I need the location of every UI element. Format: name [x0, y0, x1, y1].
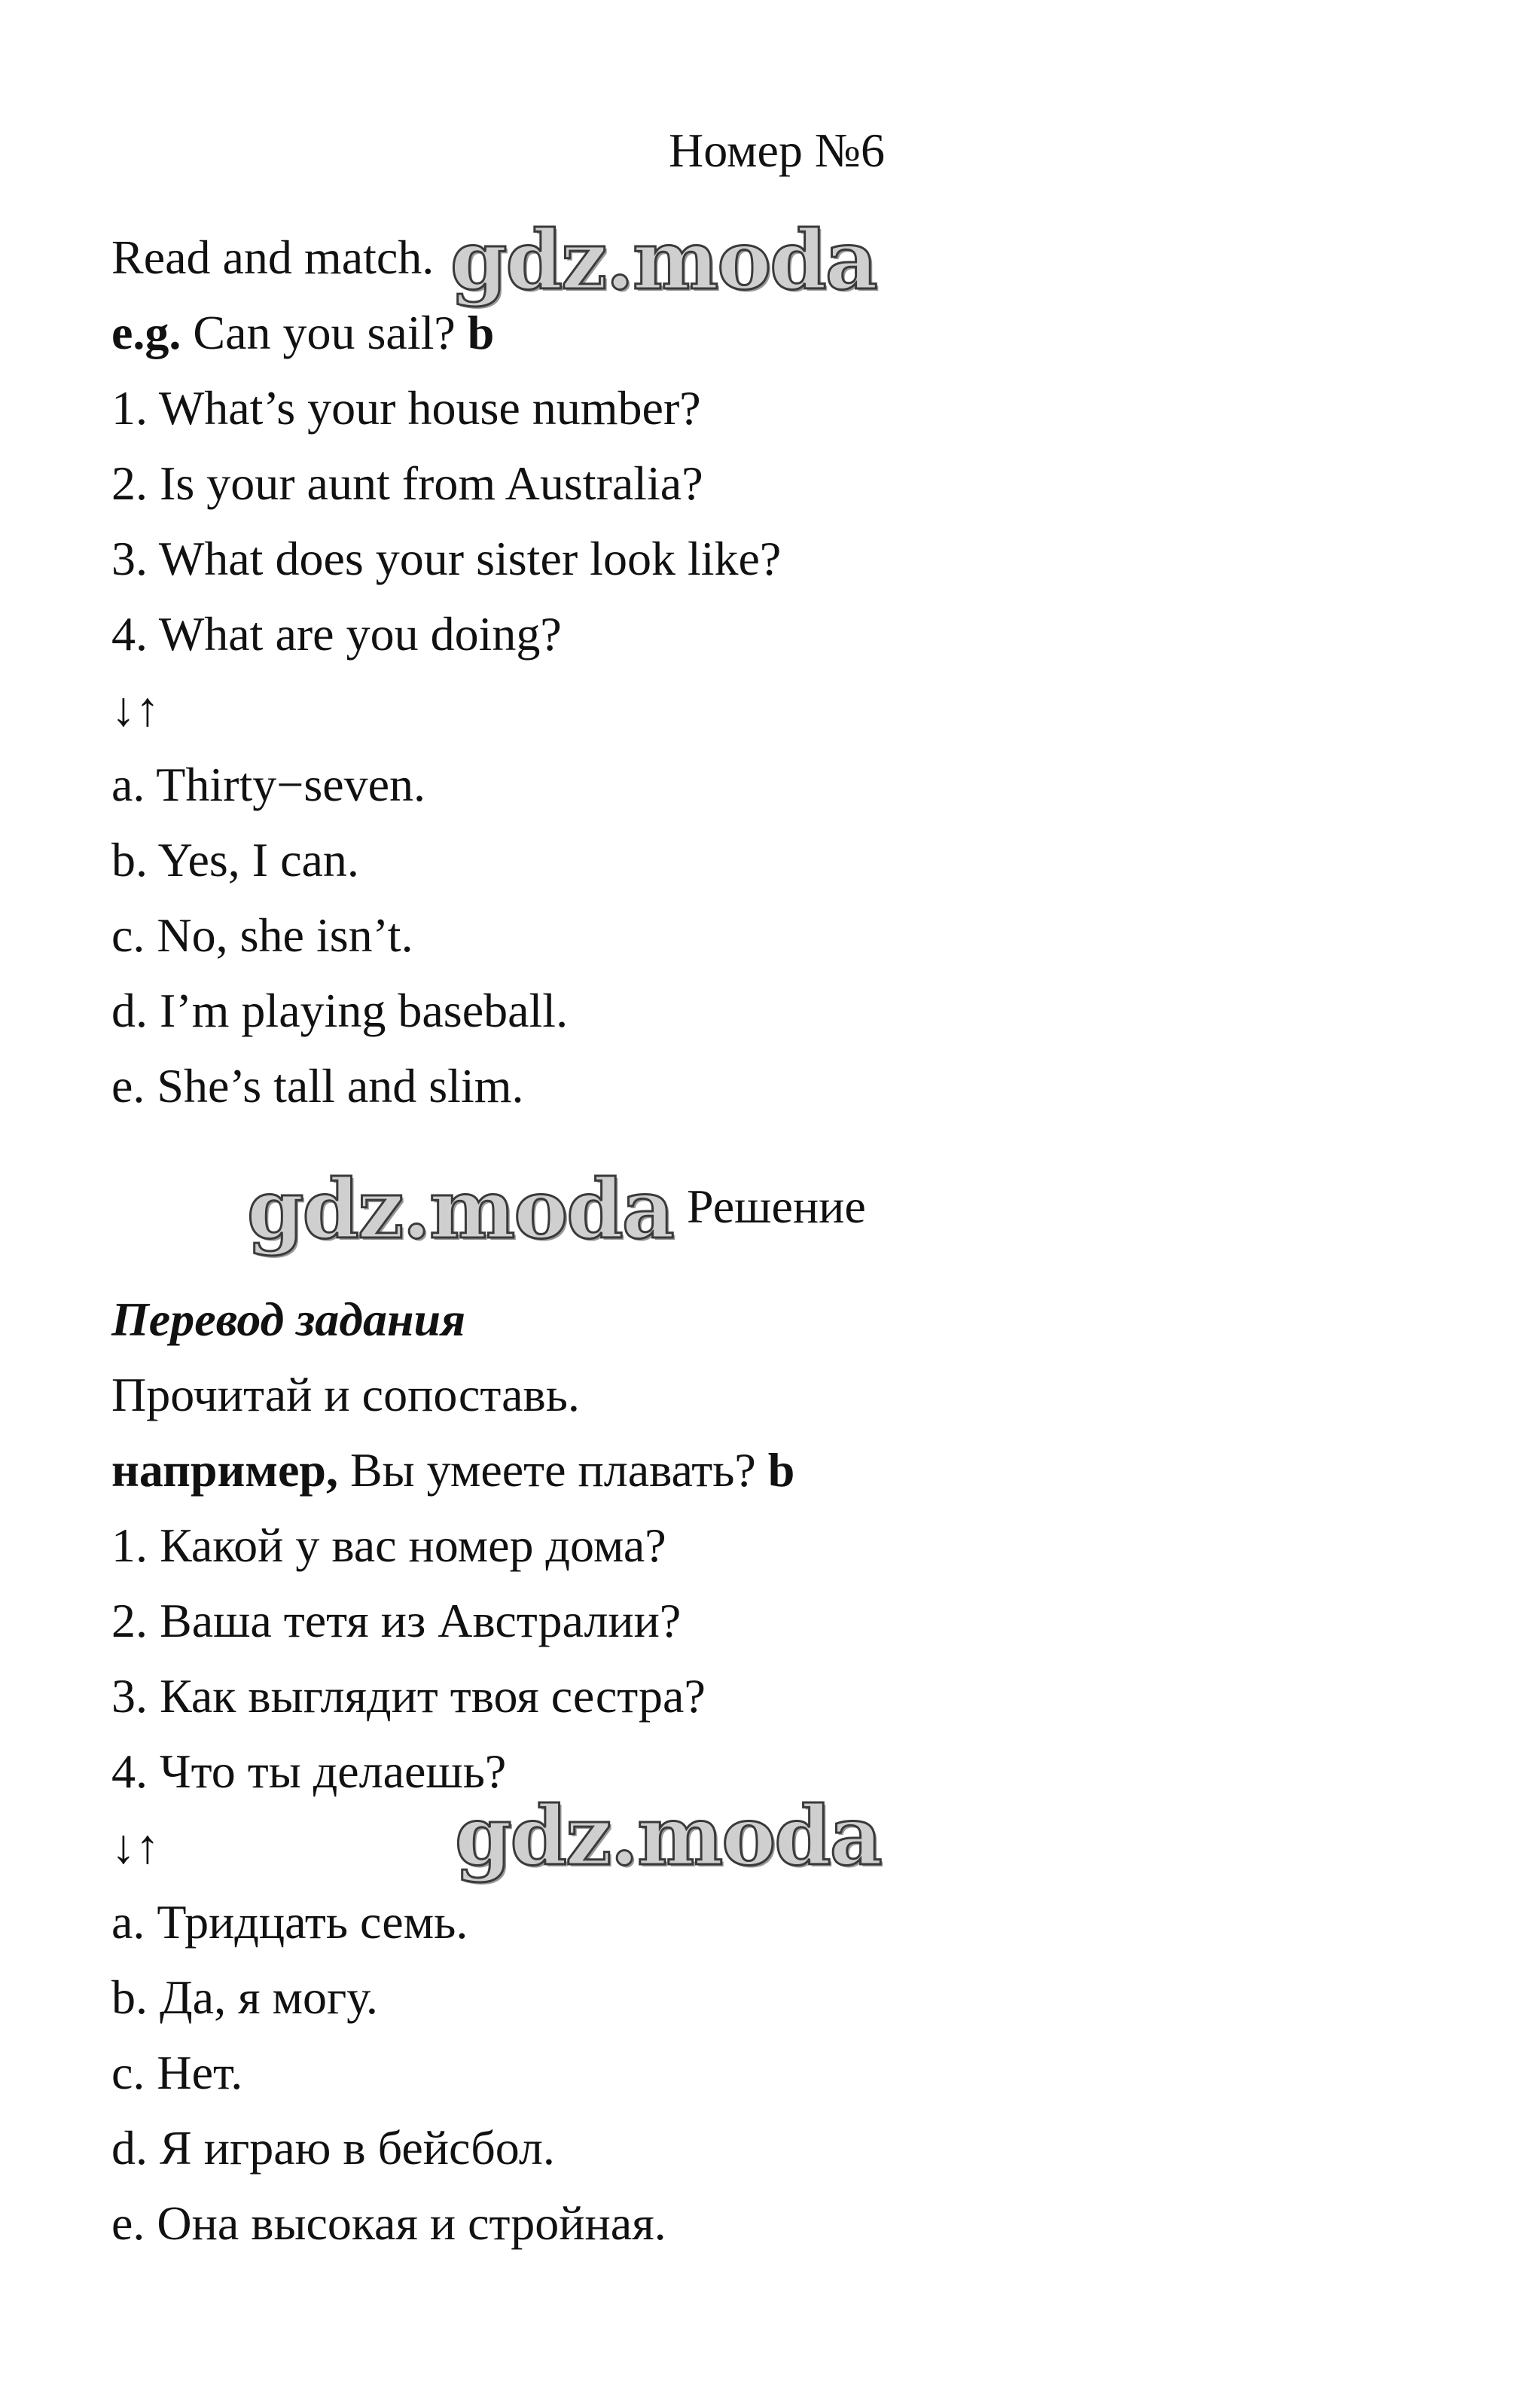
answer-b: b. Yes, I can.: [111, 833, 359, 887]
question-1: 1. What’s your house number?: [111, 381, 701, 435]
answer-a: a. Thirty−seven.: [111, 758, 426, 811]
answer-e: e. She’s tall and slim.: [111, 1059, 524, 1113]
translation-answer-e: e. Она высокая и стройная.: [111, 2196, 666, 2250]
watermark-logo: gdz.moda: [455, 1789, 881, 1884]
task-example: [111, 306, 495, 359]
watermark-logo: gdz.moda: [450, 213, 877, 308]
question-2: 2. Is your aunt from Australia?: [111, 456, 703, 510]
task-instruction: Read and match.: [111, 230, 435, 284]
example-question: Can you sail?: [181, 306, 468, 359]
translation-answer-c: c. Нет.: [111, 2046, 243, 2099]
example-prefix: e.g.: [111, 306, 181, 359]
translation-answer-b: b. Да, я могу.: [111, 1970, 378, 2024]
translation-question-1: 1. Какой у вас номер дома?: [111, 1518, 666, 1572]
watermark-logo: gdz.moda: [247, 1162, 673, 1257]
translation-example-prefix: например,: [111, 1443, 338, 1497]
page-title: Номер №6: [669, 124, 885, 177]
translation-answer-d: d. Я играю в бейсбол.: [111, 2121, 555, 2175]
example-answer: b: [467, 306, 495, 359]
translation-example-answer: b: [767, 1443, 795, 1497]
question-3: 3. What does your sister look like?: [111, 532, 782, 585]
translation-question-3: 3. Как выглядит твоя сестра?: [111, 1669, 706, 1723]
translation-question-4: 4. Что ты делаешь?: [111, 1744, 507, 1798]
match-arrows: ↓↑: [111, 682, 160, 736]
translation-example: [111, 1443, 795, 1497]
answer-d: d. I’m playing baseball.: [111, 984, 569, 1037]
translation-example-question: Вы умеете плавать?: [337, 1443, 768, 1497]
translation-instruction: Прочитай и сопоставь.: [111, 1368, 580, 1421]
answer-c: c. No, she isn’t.: [111, 908, 413, 962]
translation-match-arrows: ↓↑: [111, 1820, 160, 1873]
translation-question-2: 2. Ваша тетя из Австралии?: [111, 1594, 682, 1647]
question-4: 4. What are you doing?: [111, 607, 562, 661]
solution-heading: Решение: [687, 1180, 866, 1233]
translation-answer-a: a. Тридцать семь.: [111, 1895, 468, 1949]
translation-heading: Перевод задания: [111, 1293, 466, 1346]
